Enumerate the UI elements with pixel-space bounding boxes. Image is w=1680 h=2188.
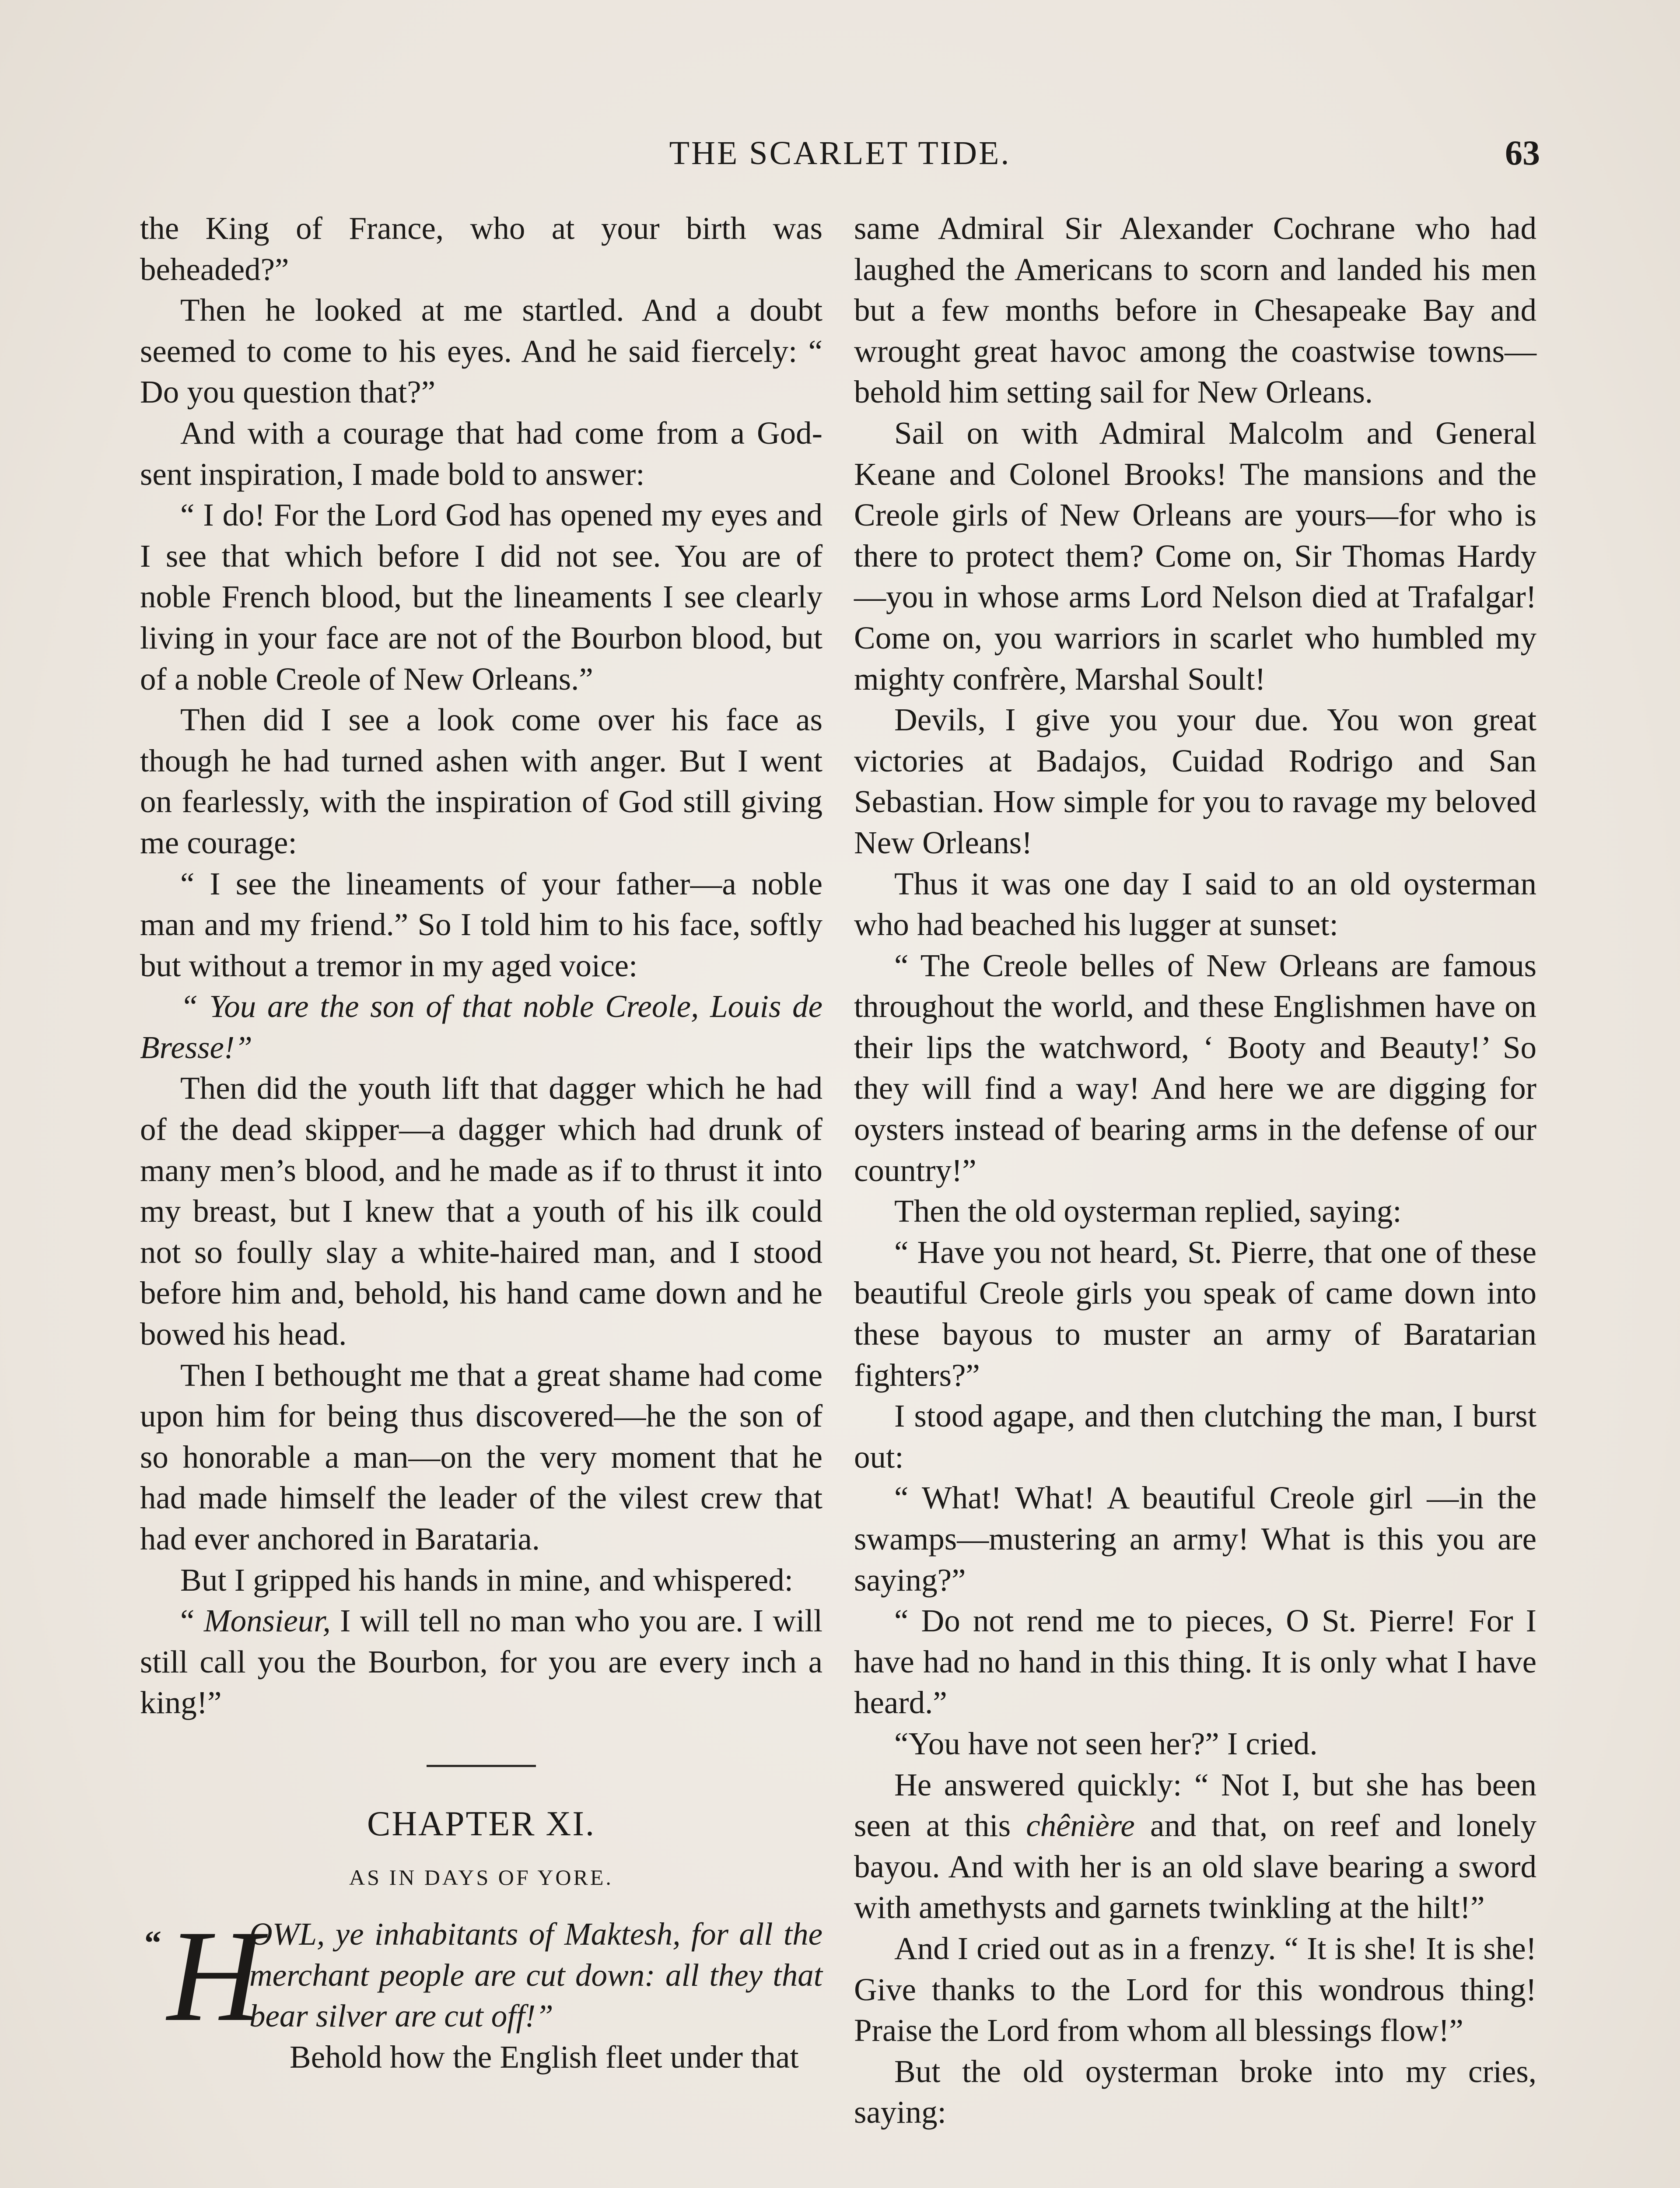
paragraph: And I cried out as in a frenzy. “ It is she! It is she! Give thanks to the Lord for this wondrous thing! Praise the Lord from whom all blessings flow!” <box>854 1930 1536 2048</box>
paragraph: Behold how the English fleet under that <box>290 2039 799 2075</box>
paragraph-text: I will tell no man who you are. I will still call you the Bourbon, for you are every inch a king!” <box>140 1603 822 1721</box>
paragraph-text: and that, on reef and lonely bayou. And with her is an old slave bearing a sword with amethysts and garnets twinkling at the hilt!” <box>854 1808 1536 1925</box>
epigraph <box>140 1903 822 2048</box>
paragraph: “ Have you not heard, St. Pierre, that one of these beautiful Creole girls you speak of came down into these bayous to muster an army of Baratarian fighters?” <box>854 1234 1536 1393</box>
paragraph: I stood agape, and then clutching the man, I burst out: <box>854 1398 1536 1475</box>
paragraph: “ The Creole belles of New Orleans are famous throughout the world, and these Englishmen have on their lips the watchword, ‘ Booty and Beauty!’ So they will find a way! And here we are digging for oysters instead of bearing arms in the defense of our country!” <box>854 947 1536 1188</box>
running-title: THE SCARLET TIDE. <box>669 135 1011 172</box>
italic-word: Monsieur, <box>203 1603 331 1639</box>
drop-cap-letter: H <box>167 1903 262 2048</box>
drop-cap-quote: “ <box>144 1923 161 1962</box>
paragraph: “You have not seen her?” I cried. <box>894 1725 1318 1761</box>
paragraph: And with a courage that had come from a God-sent inspiration, I made bold to answer: <box>140 415 822 492</box>
paragraph: the King of France, who at your birth was beheaded?” <box>140 210 822 287</box>
quote-open: “ <box>180 1603 204 1639</box>
chapter-heading: CHAPTER XI. <box>367 1804 595 1843</box>
paragraph: Then did the youth lift that dagger which he had of the dead skipper—a dagger which had drunk of many men’s blood, and he made as if to thrust it into my breast, but I knew that a youth of his ilk could not so foully slay a white-haired man, and I stood before him and, behold, his hand came down and he bowed his head. <box>140 1070 822 1352</box>
paragraph: “ You are the son of that noble Creole, Louis de Bresse!” <box>140 989 822 1065</box>
paragraph: Then did I see a look come over his face as though he had turned ashen with anger. But I went on fearlessly, with the inspiration of God still giving me courage: <box>140 702 822 860</box>
paragraph: same Admiral Sir Alexander Cochrane who had laughed the Americans to scorn and landed his men but a few months before in Chesapeake Bay and wrought great havoc among the coastwise towns—behold him setting sail for New Orleans. <box>854 210 1536 410</box>
chapter-subtitle: AS IN DAYS OF YORE. <box>349 1865 613 1890</box>
paragraph: “ Do not rend me to pieces, O St. Pierre! For I have had no hand in this thing. It is only what I have heard.” <box>854 1603 1536 1721</box>
page-number: 63 <box>1505 134 1540 172</box>
paragraph: Then I bethought me that a great shame had come upon him for being thus discovered—he the son of so honorable a man—on the very moment that he had made himself the leader of the vilest crew that had ever anchored in Barataria. <box>140 1357 822 1557</box>
paragraph <box>140 1600 822 1723</box>
page-header <box>140 129 1540 177</box>
right-column <box>854 208 1536 2133</box>
epigraph-text: OWL, ye inhabitants of Maktesh, for all the merchant people are cut down: all they that bear silver are cut off!” <box>249 1916 822 2034</box>
paragraph: “ What! What! A beautiful Creole girl —in the swamps—mustering an army! What is this you are saying?” <box>854 1480 1536 1598</box>
paragraph: Then he looked at me startled. And a doubt seemed to come to his eyes. And he said fiercely: “ Do you question that?” <box>140 292 822 410</box>
paragraph: Sail on with Admiral Malcolm and General Keane and Colonel Brooks! The mansions and the Creole girls of New Orleans are yours—for who is there to protect them? Come on, Sir Thomas Hardy—you in whose arms Lord Nelson died at Trafalgar! Come on, you warriors in scarlet who humbled my mighty confrère, Marshal Soult! <box>854 415 1536 697</box>
paragraph: But the old oysterman broke into my cries, saying: <box>854 2053 1536 2130</box>
paragraph: Thus it was one day I said to an old oysterman who had beached his lugger at sunset: <box>854 866 1536 943</box>
drop-cap <box>140 1903 262 2048</box>
italic-word: chênière <box>1026 1808 1135 1844</box>
paragraph: Then the old oysterman replied, saying: <box>894 1193 1402 1229</box>
chapter-divider <box>427 1765 536 1767</box>
left-column <box>140 208 822 2077</box>
paragraph: But I gripped his hands in mine, and whispered: <box>180 1562 793 1598</box>
paragraph: “ I do! For the Lord God has opened my eyes and I see that which before I did not see. You are of noble French blood, but the lineaments I see clearly living in your face are not of the Bourbon blood, but of a noble Creole of New Orleans.” <box>140 497 822 697</box>
paragraph <box>854 1764 1536 1928</box>
paragraph-text: He answered quickly: “ Not I, but she has been seen at this <box>854 1767 1536 1844</box>
paragraph: Devils, I give you your due. You won great victories at Badajos, Cuidad Rodrigo and San Sebastian. How simple for you to ravage my beloved New Orleans! <box>854 702 1536 860</box>
paragraph: “ I see the lineaments of your father—a noble man and my friend.” So I told him to his face, softly but without a tremor in my aged voice: <box>140 866 822 983</box>
